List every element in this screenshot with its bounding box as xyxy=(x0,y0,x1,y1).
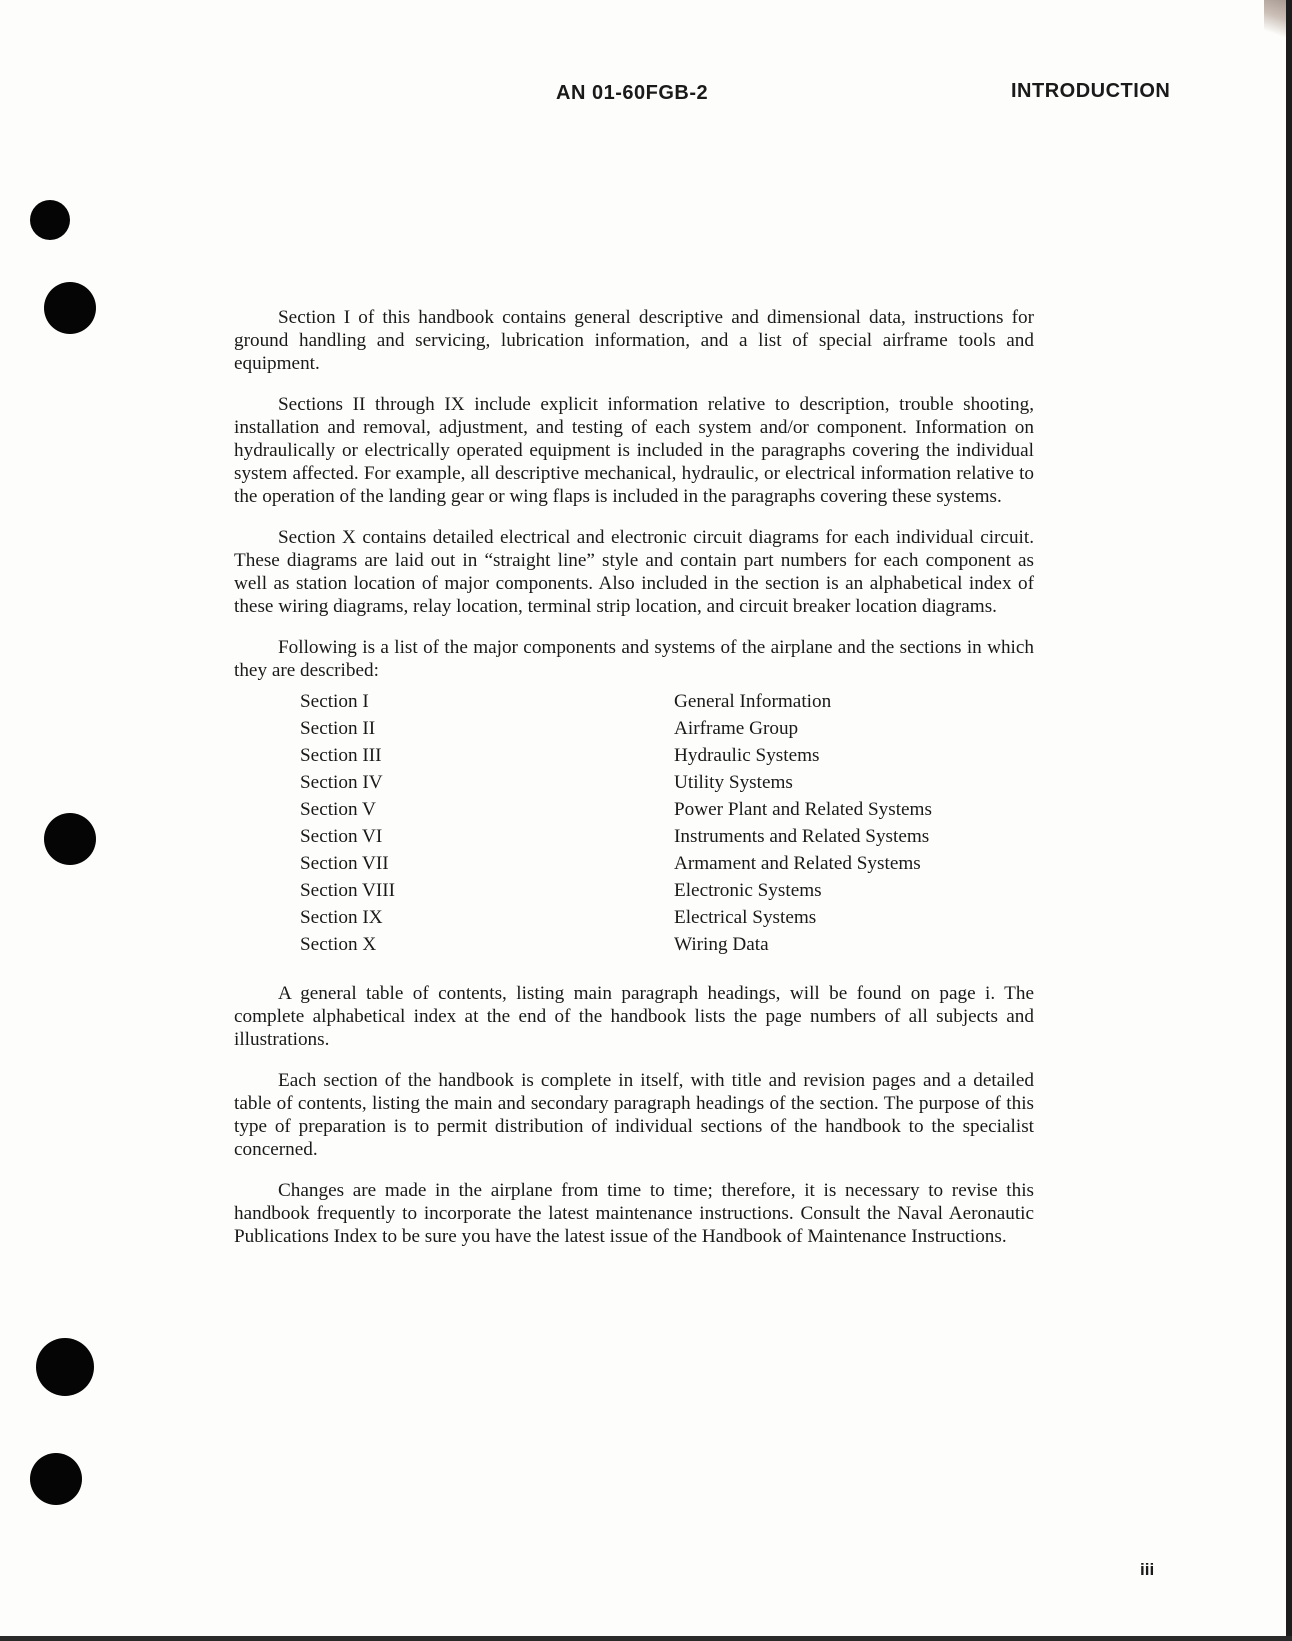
section-heading: INTRODUCTION xyxy=(1011,80,1171,102)
list-item xyxy=(234,904,1034,931)
page-number: iii xyxy=(1140,1560,1155,1579)
document-number: AN 01-60FGB-2 xyxy=(556,82,709,104)
section-title: Airframe Group xyxy=(674,718,799,739)
binder-hole xyxy=(36,1338,94,1396)
scan-edge-right xyxy=(1286,0,1292,1641)
binder-hole xyxy=(44,282,96,334)
binder-hole xyxy=(44,813,96,865)
body-text xyxy=(234,306,1034,1266)
section-title: Instruments and Related Systems xyxy=(674,826,930,847)
section-id: Section III xyxy=(300,745,382,766)
scan-edge-bottom xyxy=(0,1636,1292,1641)
paragraph: Each section of the handbook is complete in itself, with title and revision pages and a detailed table of contents, listing the main and secondary paragraph headings of the section. The purpose of this type of preparation is to permit distribution of individual sections of the handbook to the specialist concerned. xyxy=(234,1070,1034,1160)
list-item xyxy=(234,796,1034,823)
section-id: Section X xyxy=(300,934,377,955)
section-title: Hydraulic Systems xyxy=(674,745,820,766)
section-id: Section IX xyxy=(300,907,383,928)
section-title: Armament and Related Systems xyxy=(674,853,921,874)
paragraph: Following is a list of the major components and systems of the airplane and the sections in which they are described: xyxy=(234,637,1034,681)
section-title: Electronic Systems xyxy=(674,880,822,901)
binder-hole xyxy=(30,200,70,240)
section-id: Section IV xyxy=(300,772,383,793)
list-item xyxy=(234,715,1034,742)
binder-hole xyxy=(30,1453,82,1505)
section-title: Utility Systems xyxy=(674,772,793,793)
paragraph: Changes are made in the airplane from time to time; therefore, it is necessary to revise this handbook frequently to incorporate the latest maintenance instructions. Consult the Naval Aeronautic Publications Index to be sure you have the latest issue of the Handbook of Maintenance Instructions. xyxy=(234,1180,1034,1247)
section-title: General Information xyxy=(674,691,832,712)
list-item xyxy=(234,877,1034,904)
section-id: Section VII xyxy=(300,853,389,874)
paragraph: Section X contains detailed electrical and electronic circuit diagrams for each individual circuit. These diagrams are laid out in “straight line” style and contain part numbers for each component as well as station location of major components. Also included in the section is an alphabetical index of these wiring diagrams, relay location, terminal strip location, and circuit breaker location diagrams. xyxy=(234,527,1034,617)
list-item xyxy=(234,769,1034,796)
list-item xyxy=(234,823,1034,850)
section-id: Section VI xyxy=(300,826,383,847)
section-id: Section V xyxy=(300,799,376,820)
section-list xyxy=(234,688,1034,958)
paragraph: A general table of contents, listing main paragraph headings, will be found on page i. The complete alphabetical index at the end of the handbook lists the page numbers of all subjects and illustrations. xyxy=(234,983,1034,1050)
list-item xyxy=(234,850,1034,877)
list-item xyxy=(234,931,1034,958)
section-title: Power Plant and Related Systems xyxy=(674,799,932,820)
paragraph: Section I of this handbook contains general descriptive and dimensional data, instructions for ground handling and servicing, lubrication information, and a list of special airframe tools and equipment. xyxy=(234,307,1034,374)
section-id: Section II xyxy=(300,718,376,739)
scan-corner-stain xyxy=(1264,0,1286,40)
section-title: Wiring Data xyxy=(674,934,769,955)
paragraph: Sections II through IX include explicit information relative to description, trouble shooting, installation and removal, adjustment, and testing of each system and/or component. Information on hydraulically or electrically operated equipment is included in the paragraphs covering the individual system affected. For example, all descriptive mechanical, hydraulic, or electrical information relative to the operation of the landing gear or wing flaps is included in the paragraphs covering these systems. xyxy=(234,394,1034,507)
list-item xyxy=(234,742,1034,769)
list-item xyxy=(234,688,1034,715)
section-title: Electrical Systems xyxy=(674,907,817,928)
section-id: Section VIII xyxy=(300,880,396,901)
section-id: Section I xyxy=(300,691,369,712)
